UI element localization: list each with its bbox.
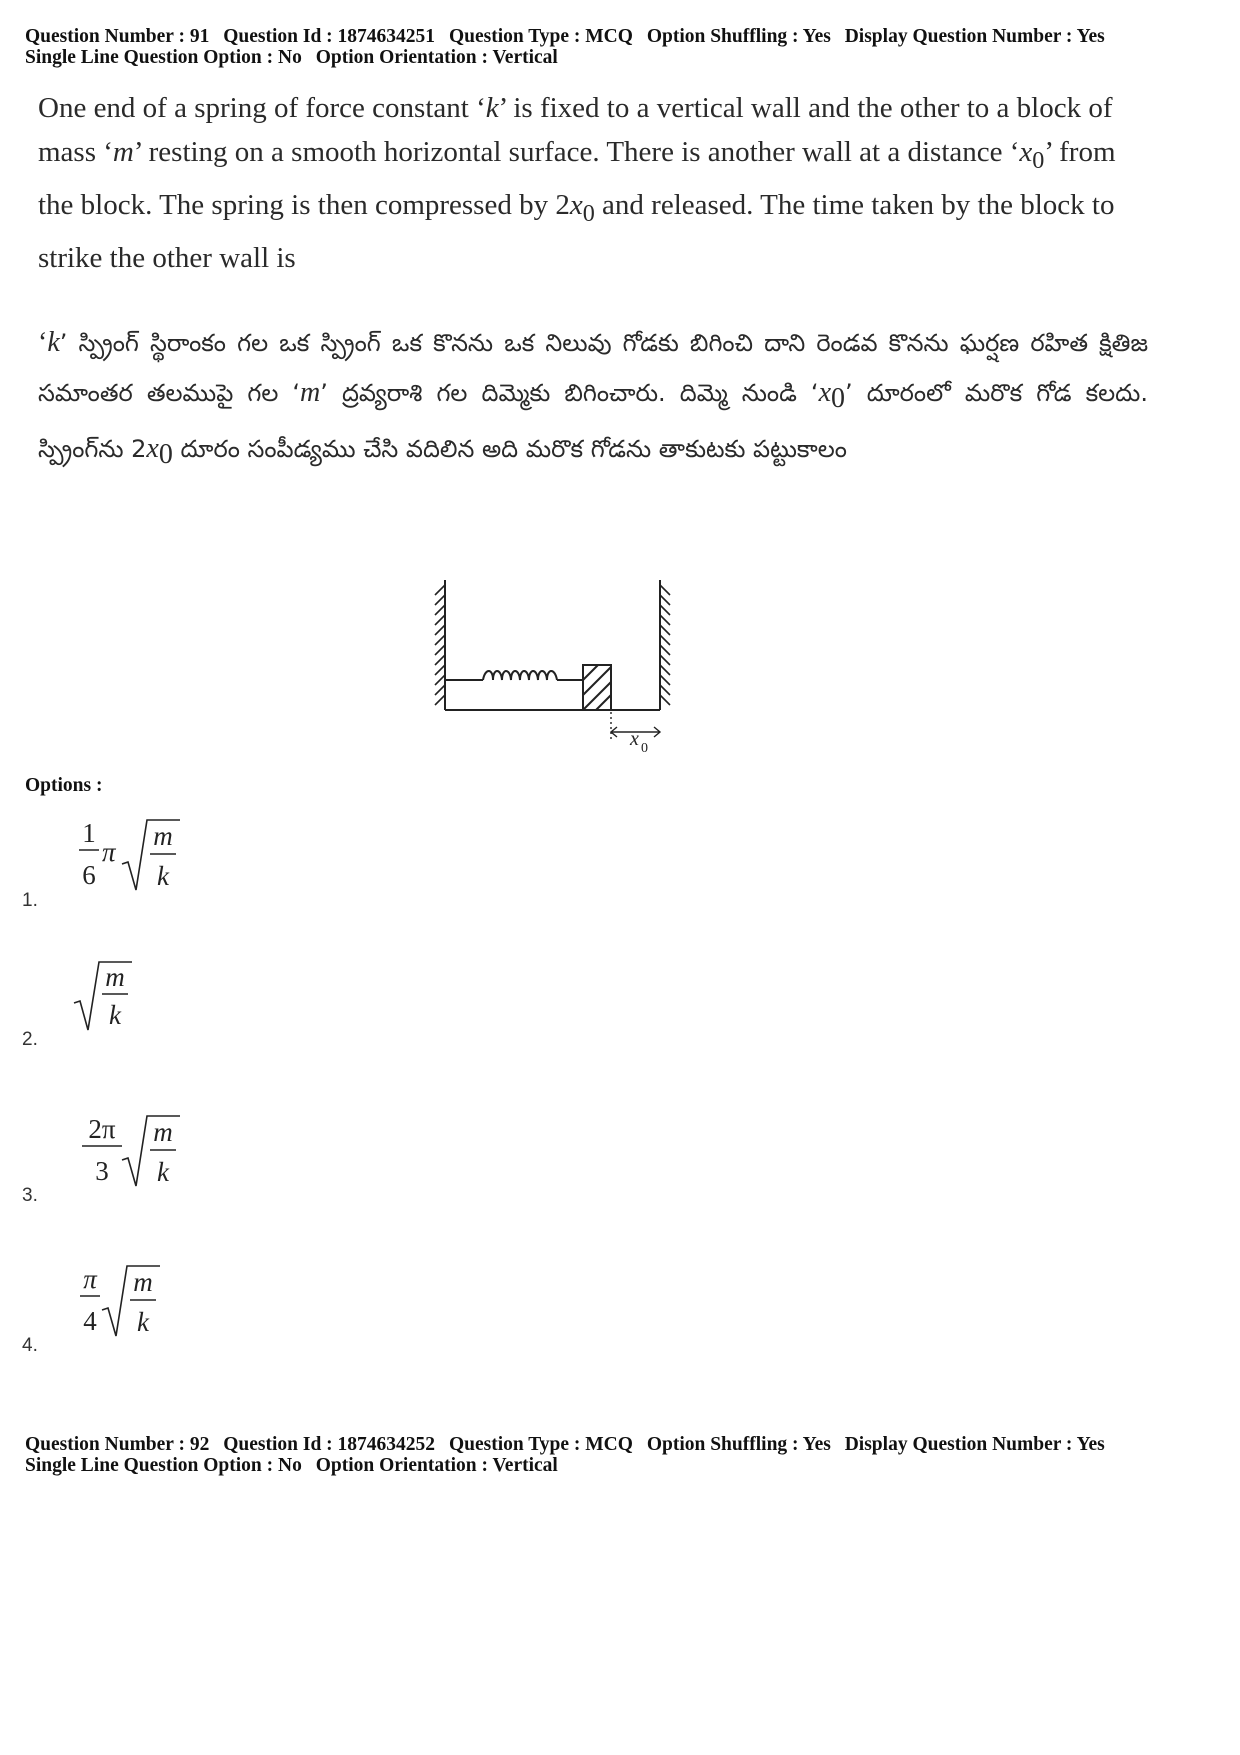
question-type: Question Type : MCQ [448,1434,633,1455]
question-text-telugu: ‘k’ స్ప్రింగ్ స్థిరాంకం గల ఒక స్ప్రింగ్ ఒక కొనను ఒక నిలువు గోడకు బిగించి దాని రెండవ కొనను ఘర్షణ రహిత క్షితిజ సమాంతర తలముపై గల ‘m’ ద్రవ్యరాశి గల దిమ్మెకు బిగించారు. దిమ్మె నుండి ‘$x_0$’ దూరంలో మరొక గోడ కలదు. స్ప్రింగ్‌ను $2x_0$ దూరం సంపీడ్యము చేసి వదిలిన అది మరొక గోడను తాకుటకు పట్టుకాలం [38,327,1148,470]
svg-text:k: k [137,1307,149,1337]
option-orientation: Option Orientation : Vertical [315,1455,558,1476]
svg-text:2π: 2π [88,1114,116,1144]
svg-text:6: 6 [82,860,96,890]
svg-text:k: k [157,1157,169,1187]
question-number: Question Number : 92 [25,1434,210,1455]
wall-hatching [435,585,670,705]
header-line-1 [25,26,1225,47]
spring-block-diagram [425,580,685,760]
svg-text:k: k [157,861,169,891]
question-91-header [25,26,1225,68]
option-shuffling: Option Shuffling : Yes [646,1434,831,1455]
svg-text:3: 3 [95,1156,109,1186]
option-2-formula [52,958,152,1048]
svg-text:m: m [153,1117,173,1147]
header-line-2 [25,1455,1225,1476]
svg-text:k: k [109,1000,121,1030]
option-number: 2. [22,1029,38,1050]
question-number: Question Number : 91 [25,26,210,47]
option-orientation: Option Orientation : Vertical [315,47,558,68]
option-3-formula [52,1108,192,1198]
svg-text:m: m [133,1267,153,1297]
svg-text:m: m [153,821,173,851]
question-text-english: One end of a spring of force constant ‘k’ is fixed to a vertical wall and the other to a block of mass ‘m’ resting on a smooth horizontal surface. There is another wall at a distance ‘$x_0$’ from the block. The spring is then compressed by $2x_0$ and released. The time taken by the block to strike the other wall is [38,92,1116,274]
option-shuffling: Option Shuffling : Yes [646,26,831,47]
options-title: Options : [25,775,103,796]
svg-text:π: π [102,837,116,867]
question-id: Question Id : 1874634252 [223,1434,436,1455]
option-1-formula [52,812,192,902]
question-id: Question Id : 1874634251 [223,26,436,47]
option-number: 1. [22,890,38,911]
display-question-number: Display Question Number : Yes [844,1434,1105,1455]
svg-text:4: 4 [83,1306,97,1336]
single-line-option: Single Line Question Option : No [25,1455,302,1476]
svg-text:1: 1 [82,818,96,848]
option-number: 4. [22,1335,38,1356]
option-number: 3. [22,1185,38,1206]
svg-text:π: π [83,1264,97,1294]
svg-text:m: m [105,962,125,992]
option-4-formula [52,1258,192,1348]
distance-label-subscript: 0 [641,741,648,756]
header-line-2 [25,47,1225,68]
single-line-option: Single Line Question Option : No [25,47,302,68]
spring [483,671,557,680]
header-line-1 [25,1434,1225,1455]
distance-label: x [630,728,639,750]
question-type: Question Type : MCQ [448,26,633,47]
display-question-number: Display Question Number : Yes [844,26,1105,47]
question-92-header [25,1434,1225,1476]
